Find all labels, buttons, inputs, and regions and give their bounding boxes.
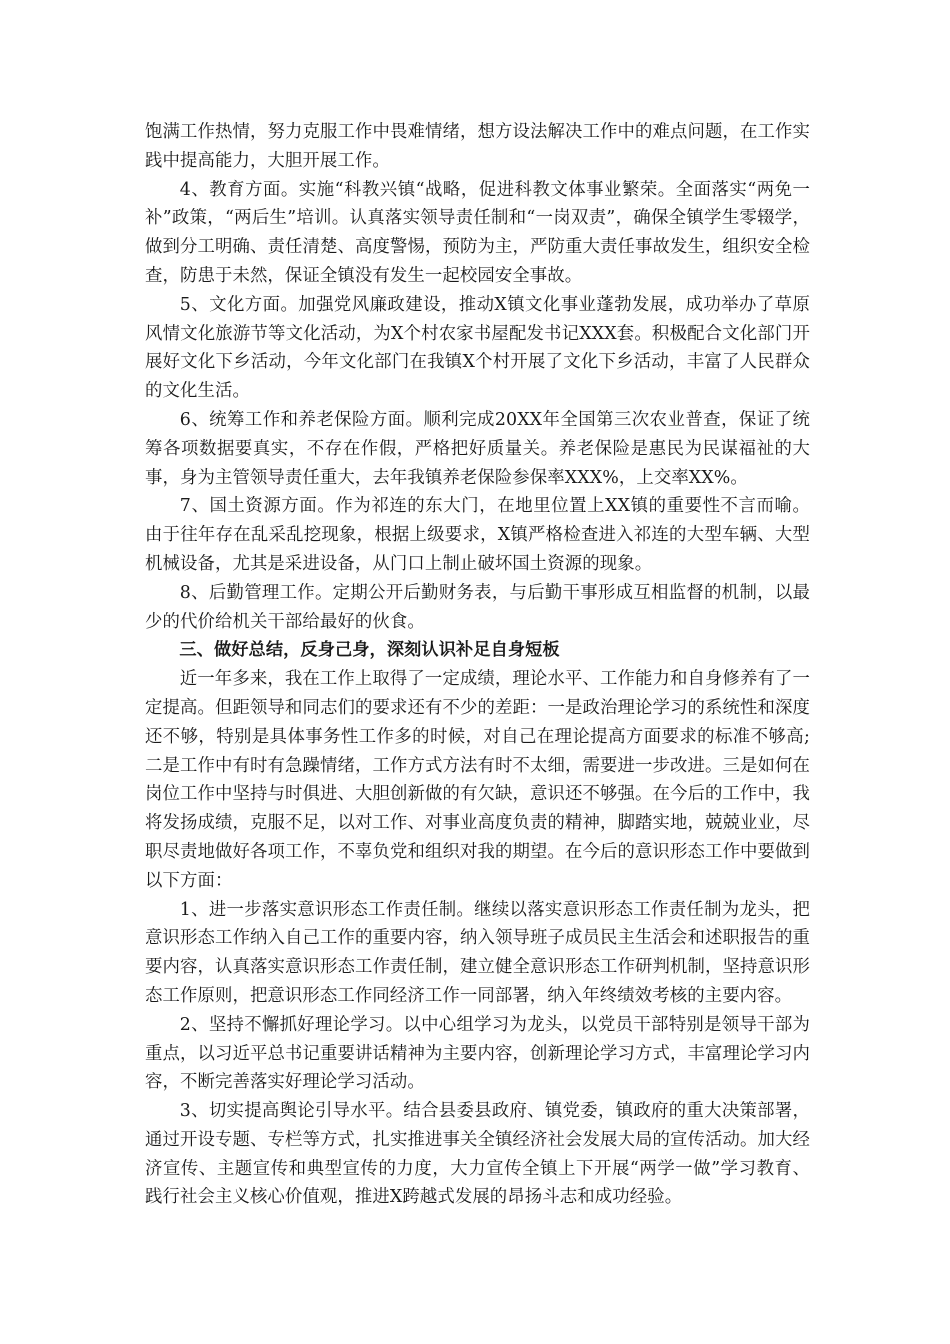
paragraph-culture: 5、文化方面。加强党风廉政建设，推动X镇文化事业蓬勃发展，成功举办了草原风情文化旅游节等文化活动，为X个村农家书屋配发书记XXX套。积极配合文化部门开展好文化下乡活动，今年文化部门在我镇X个村开展了文化下乡活动，丰富了人民群众的文化生活。 bbox=[145, 294, 810, 402]
paragraph-continuation: 饱满工作热情，努力克服工作中畏难情绪，想方设法解决工作中的难点问题，在工作实践中提高能力，大胆开展工作。 bbox=[145, 122, 810, 171]
paragraph-responsibility: 1、进一步落实意识形态工作责任制。继续以落实意识形态工作责任制为龙头，把意识形态工作纳入自己工作的重要内容，纳入领导班子成员民主生活会和述职报告的重要内容，认真落实意识形态工作责任制，建立健全意识形态工作研判机制，坚持意识形态工作原则，把意识形态工作同经济工作一同部署，纳入年终绩效考核的主要内容。 bbox=[145, 899, 810, 1006]
paragraph-public-opinion: 3、切实提高舆论引导水平。结合县委县政府、镇党委，镇政府的重大决策部署，通过开设专题、专栏等方式，扎实推进事关全镇经济社会发展大局的宣传活动。加大经济宣传、主题宣传和典型宣传的力度，大力宣传全镇上下开展“两学一做”学习教育、践行社会主义核心价值观，推进X跨越式发展的昂扬斗志和成功经验。 bbox=[145, 1101, 810, 1208]
paragraph-theory-study: 2、坚持不懈抓好理论学习。以中心组学习为龙头，以党员干部特别是领导干部为重点，以习近平总书记重要讲话精神为主要内容，创新理论学习方式，丰富理论学习内容，不断完善落实好理论学习活动。 bbox=[145, 1014, 810, 1093]
paragraph-pension: 6、统筹工作和养老保险方面。顺利完成20XX年全国第三次农业普查，保证了统筹各项数据要真实，不存在作假，严格把好质量关。养老保险是惠民为民谋福祉的大事，身为主管领导责任重大，去年我镇养老保险参保率XXX%，上交率XX%。 bbox=[145, 409, 810, 488]
document-page bbox=[145, 118, 810, 1212]
section-heading-summary: 三、做好总结，反身己身，深刻认识补足自身短板 bbox=[179, 640, 560, 661]
paragraph-logistics: 8、后勤管理工作。定期公开后勤财务表，与后勤干事形成互相监督的机制，以最少的代价给机关干部给最好的伙食。 bbox=[145, 582, 810, 632]
paragraph-land-resources: 7、国土资源方面。作为祁连的东大门，在地里位置上XX镇的重要性不言而喻。由于往年存在乱采乱挖现象，根据上级要求，X镇严格检查进入祁连的大型车辆、大型机械设备，尤其是采进设备，从门口上制止破坏国土资源的现象。 bbox=[145, 496, 810, 574]
paragraph-self-reflection: 近一年多来，我在工作上取得了一定成绩，理论水平、工作能力和自身修养有了一定提高。但距领导和同志们的要求还有不少的差距：一是政治理论学习的系统性和深度还不够，特别是具体事务性工作多的时候，对自己在理论提高方面要求的标准不够高;二是工作中有时有急躁情绪，工作方式方法有时不太细，需要进一步改进。三是如何在岗位工作中坚持与时俱进、大胆创新做的有欠缺，意识还不够强。在今后的工作中，我将发扬成绩，克服不足，以对工作、对事业高度负责的精神，脚踏实地，兢兢业业，尽职尽责地做好各项工作，不辜负党和组织对我的期望。在今后的意识形态工作中要做到以下方面： bbox=[145, 669, 810, 891]
paragraph-education: 4、教育方面。实施“科教兴镇“战略，促进科教文体事业繁荣。全面落实“两免一补”政策，“两后生”培训。认真落实领导责任制和“一岗双责”，确保全镇学生零辍学，做到分工明确、责任清楚、高度警惕，预防为主，严防重大责任事故发生，组织安全检查，防患于未然，保证全镇没有发生一起校园安全事故。 bbox=[145, 179, 810, 286]
